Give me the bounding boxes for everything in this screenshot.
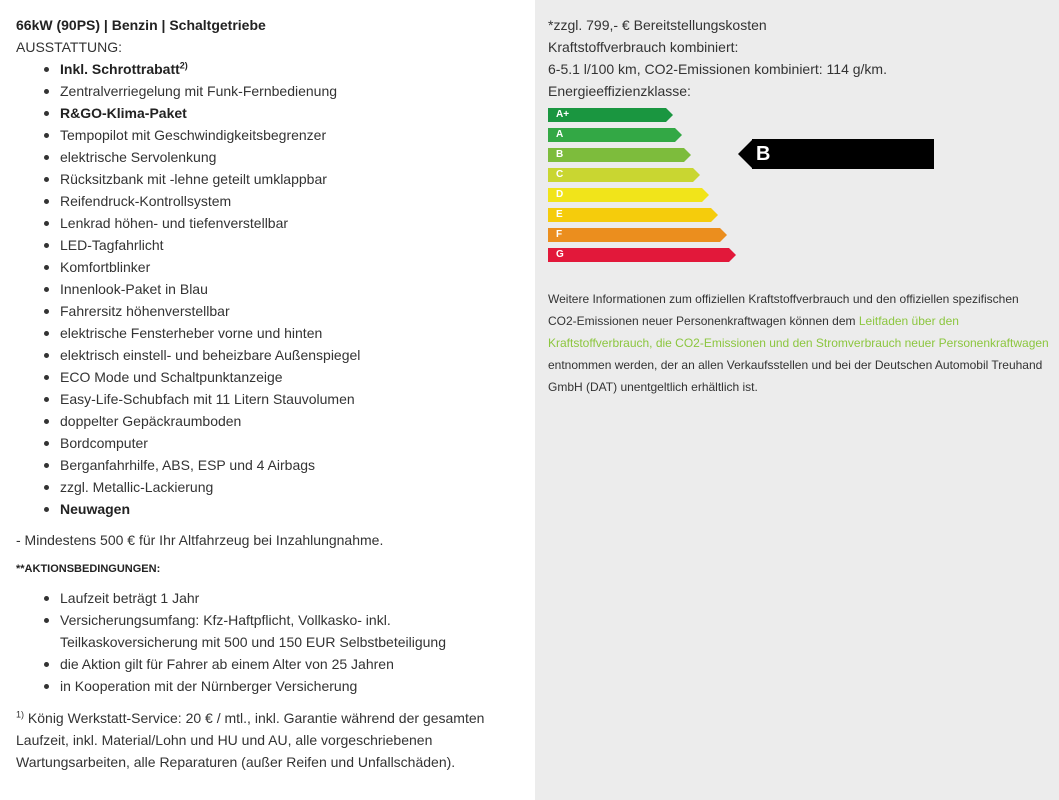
info-pre: Weitere Informationen zum offiziellen Kraftstoffverbrauch und den offiziellen spezifischen CO2-Emissionen neuer Personenkraftwagen können dem xyxy=(548,292,1019,328)
equipment-item: Innenlook-Paket in Blau xyxy=(60,278,521,300)
equipment-item: doppelter Gepäckraumboden xyxy=(60,410,521,432)
equipment-item: Komfortblinker xyxy=(60,256,521,278)
equipment-item: Fahrersitz höhenverstellbar xyxy=(60,300,521,322)
condition-item: in Kooperation mit der Nürnberger Versicherung xyxy=(60,675,521,697)
condition-item: Laufzeit beträgt 1 Jahr xyxy=(60,587,521,609)
consumption-value: 6-5.1 l/100 km, CO2-Emissionen kombiniert: 114 g/km. xyxy=(548,61,887,77)
info-post: entnommen werden, der an allen Verkaufsstellen und bei der Deutschen Automobil Treuhand GmbH (DAT) unentgeltlich erhältlich ist. xyxy=(548,358,1043,394)
efficiency-class-label: C xyxy=(556,169,564,180)
efficiency-class-label: F xyxy=(556,229,563,240)
efficiency-class-bar xyxy=(548,108,1049,122)
efficiency-class-label: G xyxy=(556,249,564,260)
equipment-item: Reifendruck-Kontrollsystem xyxy=(60,190,521,212)
equipment-item-text: Inkl. Schrottrabatt xyxy=(60,61,180,77)
efficiency-label: Energieeffizienzklasse: xyxy=(548,83,691,99)
equipment-item: elektrisch einstell- und beheizbare Außenspiegel xyxy=(60,344,521,366)
efficiency-class-bar xyxy=(548,188,1049,202)
equipment-item: Rücksitzbank mit -lehne geteilt umklappbar xyxy=(60,168,521,190)
equipment-list xyxy=(16,58,521,80)
footnote-text: König Werkstatt-Service: 20 € / mtl., inkl. Garantie während der gesamten Laufzeit, inkl. Material/Lohn und HU und AU, alle vorgeschriebenen Wartungsarbeiten, alle Reparaturen (außer Reifen und Unfallschäden). xyxy=(16,710,485,770)
efficiency-scale xyxy=(548,108,1049,258)
equipment-item: elektrische Fensterheber vorne und hinten xyxy=(60,322,521,344)
condition-item: die Aktion gilt für Fahrer ab einem Alter von 25 Jahren xyxy=(60,653,521,675)
conditions-heading: **AKTIONSBEDINGUNGEN: xyxy=(16,563,161,575)
efficiency-class-label: E xyxy=(556,209,563,220)
equipment-item: Easy-Life-Schubfach mit 11 Litern Stauvolumen xyxy=(60,388,521,410)
equipment-item: Zentralverriegelung mit Funk-Fernbedienung xyxy=(60,80,521,102)
consumption-panel xyxy=(535,0,1059,800)
equipment-item: zzgl. Metallic-Lackierung xyxy=(60,476,521,498)
efficiency-class-bar xyxy=(548,168,1049,182)
tradein-note: - Mindestens 500 € für Ihr Altfahrzeug bei Inzahlungnahme. xyxy=(16,532,384,548)
engine-headline: 66kW (90PS) | Benzin | Schaltgetriebe xyxy=(16,17,266,33)
equipment-item: Berganfahrhilfe, ABS, ESP und 4 Airbags xyxy=(60,454,521,476)
info-text xyxy=(548,288,1049,398)
efficiency-class-label: B xyxy=(556,149,564,160)
equipment-item: R&GO-Klima-Paket xyxy=(60,102,521,124)
guide-link[interactable]: Leitfaden über den Kraftstoffverbrauch, die CO2-Emissionen und den Stromverbrauch neuer Personenkraftwagen xyxy=(548,314,1049,350)
efficiency-class-bar xyxy=(548,228,1049,242)
efficiency-class-bar xyxy=(548,248,1049,262)
footnote xyxy=(16,707,521,773)
efficiency-class-label: D xyxy=(556,189,564,200)
condition-item: Versicherungsumfang: Kfz-Haftpflicht, Vollkasko- inkl. Teilkaskoversicherung mit 500 und 150 EUR Selbstbeteiligung xyxy=(60,609,521,653)
equipment-label: AUSSTATTUNG: xyxy=(16,39,123,55)
efficiency-class-label: A xyxy=(556,129,564,140)
efficiency-class-bar xyxy=(548,208,1049,222)
equipment-item: LED-Tagfahrlicht xyxy=(60,234,521,256)
footnote-marker: 1) xyxy=(16,709,25,720)
consumption-label: Kraftstoffverbrauch kombiniert: xyxy=(548,39,739,55)
efficiency-class-marker xyxy=(738,139,934,169)
equipment-item xyxy=(60,58,521,80)
equipment-item: ECO Mode und Schaltpunktanzeige xyxy=(60,366,521,388)
conditions-list xyxy=(16,587,521,697)
footnote-ref: 2) xyxy=(179,60,188,71)
equipment-item: elektrische Servolenkung xyxy=(60,146,521,168)
marker-arrow-icon xyxy=(738,139,753,169)
equipment-item: Tempopilot mit Geschwindigkeitsbegrenzer xyxy=(60,124,521,146)
equipment-item: Bordcomputer xyxy=(60,432,521,454)
equipment-list-rest xyxy=(16,80,521,520)
efficiency-class-label: A+ xyxy=(556,109,570,120)
equipment-item: Neuwagen xyxy=(60,498,521,520)
provision-costs: *zzgl. 799,- € Bereitstellungskosten xyxy=(548,17,767,33)
selected-class: B xyxy=(756,143,771,165)
equipment-item: Lenkrad höhen- und tiefenverstellbar xyxy=(60,212,521,234)
